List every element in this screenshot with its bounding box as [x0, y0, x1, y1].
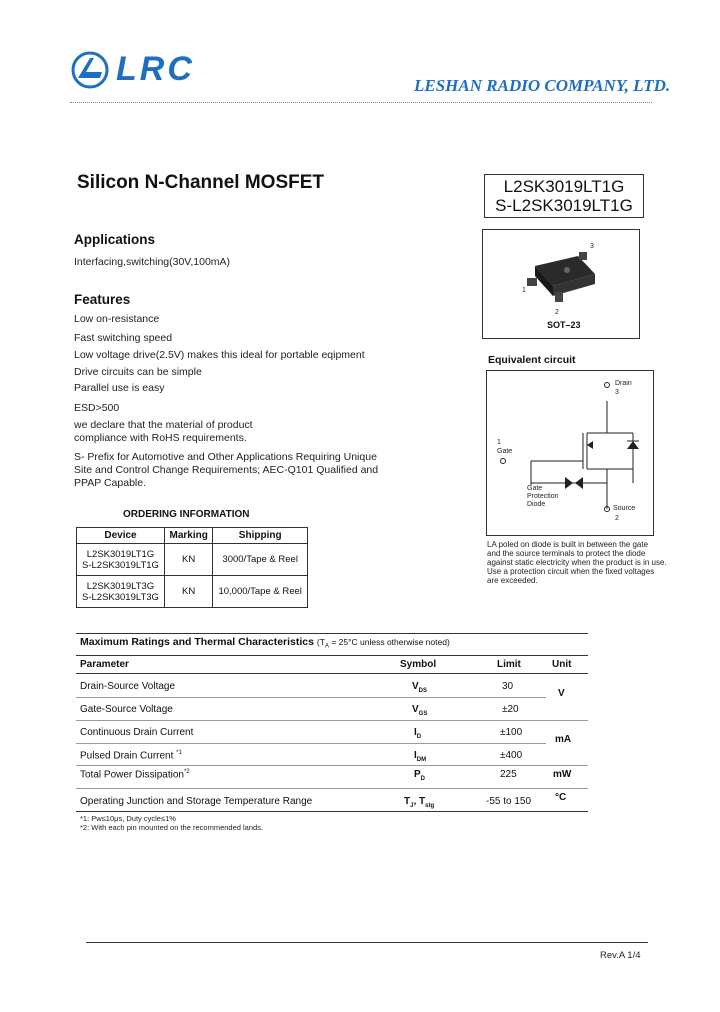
param-cell: Gate-Source Voltage — [80, 704, 173, 715]
unit-cell: V — [558, 688, 565, 699]
column-header: Parameter — [80, 659, 129, 670]
row-rule — [76, 788, 588, 789]
equiv-note-line: against static electricity when the product is in use. — [487, 558, 667, 567]
row-rule — [76, 697, 546, 698]
features-heading: Features — [74, 292, 131, 307]
symbol-sub: DS — [418, 688, 428, 694]
marking-cell: KN — [164, 544, 212, 576]
equiv-note — [487, 540, 687, 585]
logo — [70, 50, 200, 90]
footer-rule — [86, 942, 648, 943]
param-cell — [80, 750, 182, 761]
equiv-note-line: are exceeded. — [487, 576, 538, 585]
column-header: Symbol — [400, 659, 437, 670]
table-row — [77, 576, 308, 608]
ordering-table — [76, 527, 308, 608]
param-cell: Continuous Drain Current — [80, 727, 194, 738]
limit-cell: -55 to 150 — [486, 796, 532, 807]
package-name: SOT–23 — [547, 320, 581, 330]
ratings-condition — [316, 637, 450, 650]
ordering-heading: ORDERING INFORMATION — [123, 509, 250, 520]
source-pin: 2 — [615, 515, 619, 522]
feature-item: Fast switching speed — [74, 332, 173, 344]
feature-item: Low voltage drive(2.5V) makes this ideal for portable eqipment — [74, 349, 365, 361]
symbol-cell — [414, 750, 426, 763]
ratings-top-rule — [76, 633, 588, 634]
param-text: Pulsed Drain Current — [80, 750, 174, 762]
table-header-row — [77, 528, 308, 544]
footnote-ref: *2 — [183, 769, 190, 775]
limit-cell: ±100 — [500, 727, 523, 738]
revision: Rev.A 1/4 — [600, 950, 641, 961]
feature-item: Drive circuits can be simple — [74, 366, 202, 378]
package-box — [482, 229, 640, 339]
ratings-bottom-rule — [76, 811, 588, 812]
pin-3-label: 3 — [590, 243, 594, 250]
param-cell — [80, 769, 190, 780]
applications-text: Interfacing,switching(30V,100mA) — [74, 256, 231, 268]
ratings-condition-text: (T — [316, 637, 325, 647]
gate-diode-label: Diode — [527, 501, 546, 508]
gate-diode-label: Gate — [527, 485, 543, 492]
symbol-text: , T — [413, 796, 426, 807]
equiv-note-line: Use a protection circuit when the fixed voltages — [487, 567, 655, 576]
pin-1-label: 1 — [522, 287, 526, 294]
footnote: *2: With each pin mounted on the recommended lands. — [80, 823, 264, 832]
unit-cell: mA — [555, 734, 572, 745]
logo-mark-icon — [70, 50, 112, 90]
table-row — [77, 544, 308, 576]
part-number: S-L2SK3019LT1G — [495, 196, 633, 215]
device-name: S-L2SK3019LT1G — [82, 559, 159, 571]
symbol-text: V — [412, 704, 419, 715]
column-header: Shipping — [213, 528, 308, 544]
header-rule — [70, 102, 652, 103]
gate-diode-label: Protection — [527, 493, 559, 500]
device-name: S-L2SK3019LT3G — [82, 591, 159, 603]
footnote: *1: Pw≤10μs, Duty cycle≤1% — [80, 814, 176, 823]
device-cell — [77, 544, 165, 576]
row-rule — [76, 765, 588, 766]
symbol-cell — [414, 769, 425, 782]
device-name: L2SK3019LT1G — [86, 548, 155, 560]
gate-label: Gate — [497, 448, 513, 455]
source-label: Source — [613, 505, 636, 512]
symbol-cell — [412, 704, 427, 717]
logo-text: LRC — [116, 50, 195, 88]
limit-cell: ±20 — [502, 704, 519, 715]
symbol-sub: D — [420, 776, 426, 782]
column-header: Limit — [497, 659, 521, 670]
part-number: L2SK3019LT1G — [503, 177, 625, 196]
feature-item: ESD>500 — [74, 402, 120, 414]
symbol-cell — [412, 681, 427, 694]
equiv-circuit — [486, 370, 654, 536]
symbol-text: V — [412, 681, 419, 692]
column-header: Marking — [164, 528, 212, 544]
footnote-ref: *1 — [176, 750, 182, 756]
gate-pin: 1 — [497, 439, 501, 446]
ratings-condition-sub: A — [324, 643, 329, 650]
rohs-line: compliance with RoHS requirements. — [74, 432, 247, 444]
unit-cell: mW — [553, 769, 572, 780]
symbol-cell — [414, 727, 421, 740]
ratings-rule — [76, 655, 588, 656]
drain-pin: 3 — [615, 389, 619, 396]
sprefix-line: Site and Control Change Requirements; AEC-Q101 Qualified and — [74, 464, 379, 476]
limit-cell: 30 — [502, 681, 514, 692]
symbol-sub: GS — [418, 711, 428, 717]
sprefix-line: PPAP Capable. — [74, 477, 146, 489]
device-name: L2SK3019LT3G — [86, 580, 155, 592]
symbol-sub: stg — [425, 803, 435, 809]
symbol-sub: D — [416, 734, 422, 740]
equiv-note-line: LA poled on diode is built in between the gate — [487, 540, 649, 549]
unit-cell: °C — [555, 792, 567, 803]
shipping-cell: 3000/Tape & Reel — [213, 544, 308, 576]
company-name: LESHAN RADIO COMPANY, LTD. — [414, 76, 671, 95]
ratings-title: Maximum Ratings and Thermal Characteristics — [80, 636, 314, 648]
row-rule — [76, 743, 546, 744]
drain-label: Drain — [615, 380, 632, 387]
ratings-heading — [80, 636, 450, 650]
part-number-box — [484, 174, 644, 218]
equiv-note-line: and the source terminals to protect the diode — [487, 549, 646, 558]
symbol-cell — [404, 796, 434, 809]
param-cell: Drain-Source Voltage — [80, 681, 176, 692]
device-cell — [77, 576, 165, 608]
symbol-sub: DM — [416, 757, 427, 763]
column-header: Device — [77, 528, 165, 544]
pin-2-label: 2 — [555, 309, 559, 316]
equiv-heading: Equivalent circuit — [488, 354, 576, 366]
limit-cell: ±400 — [500, 750, 523, 761]
symbol-text: T — [404, 796, 411, 807]
symbol-text: I — [414, 727, 417, 738]
rohs-line: we declare that the material of product — [74, 419, 253, 431]
feature-item: Parallel use is easy — [74, 382, 165, 394]
symbol-sub: J — [410, 803, 414, 809]
ratings-condition-rest: = 25°C unless otherwise noted) — [328, 637, 450, 647]
shipping-cell: 10,000/Tape & Reel — [213, 576, 308, 608]
limit-cell: 225 — [500, 769, 517, 780]
sprefix-line: S- Prefix for Automotive and Other Applications Requiring Unique — [74, 451, 377, 463]
applications-heading: Applications — [74, 232, 156, 247]
symbol-text: I — [414, 750, 417, 761]
ratings-rule — [76, 673, 588, 674]
feature-item: Low on-resistance — [74, 313, 160, 325]
param-cell: Operating Junction and Storage Temperature Range — [80, 796, 313, 807]
marking-cell: KN — [164, 576, 212, 608]
symbol-text: P — [414, 769, 421, 780]
page-title: Silicon N-Channel MOSFET — [77, 172, 325, 193]
column-header: Unit — [552, 659, 572, 670]
param-text: Total Power Dissipation — [80, 769, 184, 781]
row-rule — [76, 720, 588, 721]
